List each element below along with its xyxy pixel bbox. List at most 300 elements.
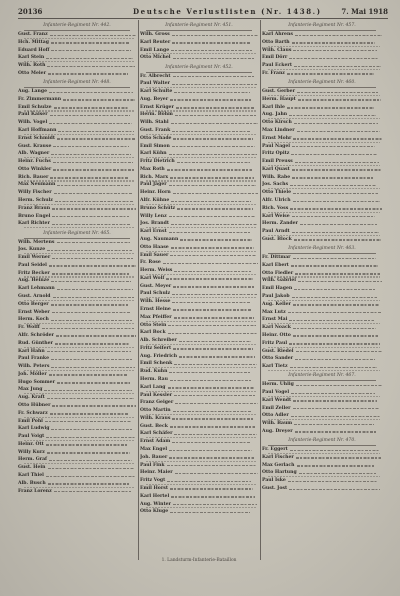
- list-item: [18, 151, 136, 157]
- soldier-name: Herm. Weiss: [140, 268, 173, 274]
- entry-detail-text: [172, 42, 251, 43]
- list-item: [140, 470, 258, 476]
- soldier-name: Otto Winkler: [18, 166, 52, 172]
- list-item: [262, 221, 382, 227]
- list-item: [18, 380, 136, 386]
- list-item: [18, 214, 136, 220]
- entry-detail-text: [49, 92, 133, 93]
- soldier-name: Herm. Schulz: [18, 198, 53, 204]
- entry-detail-text: [176, 107, 254, 108]
- soldier-name: Fr. Wolff: [18, 325, 40, 331]
- soldier-name: Ernst Krüger: [140, 104, 174, 110]
- soldier-name: Wilh. Vogel: [18, 120, 48, 126]
- soldier-name: Ernst Mai: [262, 317, 288, 323]
- soldier-name: Ernst Mohr: [262, 135, 292, 141]
- entry-detail-text: [24, 370, 134, 371]
- soldier-name: Karl Noack: [262, 325, 291, 331]
- list-item: [140, 276, 258, 282]
- entry-detail-text: [295, 359, 375, 360]
- list-item: [18, 167, 136, 173]
- list-item: [18, 55, 136, 61]
- entry-detail-text: [172, 84, 257, 85]
- list-item: [262, 214, 382, 220]
- list-item: [262, 302, 382, 308]
- soldier-name: Max Pfeiffer: [140, 314, 172, 320]
- list-item: [18, 120, 136, 126]
- list-item: [140, 431, 258, 437]
- soldier-name: Paul Voigt: [18, 434, 45, 440]
- soldier-name: Karl Quast: [262, 166, 290, 172]
- soldier-name: Willy Kurz: [18, 449, 45, 455]
- entry-detail-text: [46, 437, 135, 438]
- soldier-name: Rud. Günther: [18, 340, 53, 346]
- entry-detail-text: [288, 481, 378, 482]
- list-item: [262, 429, 382, 435]
- list-item: [18, 144, 136, 150]
- list-item: [18, 349, 136, 355]
- entry-detail-text: [167, 481, 251, 482]
- entry-detail-text: [172, 418, 253, 419]
- entry-detail-text: [48, 468, 134, 469]
- entry-detail-text: [268, 165, 380, 166]
- entry-detail-text: [49, 374, 128, 375]
- soldier-name: Karl Ebert: [262, 262, 289, 268]
- list-item: [18, 247, 136, 253]
- soldier-name: Max Lindner: [262, 128, 295, 133]
- list-item: [262, 364, 382, 370]
- list-item: [18, 89, 136, 95]
- soldier-name: Heinr. Ott: [18, 441, 44, 447]
- section-heading: Infanterie-Regiment Nr. 470.: [288, 438, 356, 444]
- entry-detail-text: [52, 258, 134, 259]
- soldier-name: Heinr. Otto: [262, 332, 291, 338]
- soldier-name: Emil Preuss: [262, 159, 293, 165]
- entry-detail-text: [292, 297, 377, 298]
- list-item: [140, 182, 258, 188]
- entry-detail-text: [57, 138, 136, 139]
- entry-detail-text: [172, 302, 250, 303]
- list-item: [262, 144, 382, 150]
- entry-detail-text: [51, 281, 131, 282]
- soldier-name: Gust. Meyer: [140, 283, 172, 289]
- entry-detail-text: [24, 347, 134, 348]
- soldier-name: Eduard Hoff: [18, 47, 50, 53]
- list-item: [262, 398, 382, 404]
- entry-detail-text: [24, 134, 134, 135]
- list-item: [262, 263, 382, 269]
- entry-detail-text: [51, 154, 131, 155]
- column-2: [140, 20, 258, 560]
- entry-detail-text: [56, 335, 136, 336]
- list-item: [262, 229, 382, 235]
- list-item: [262, 294, 382, 300]
- entry-detail-text: [146, 484, 256, 485]
- list-item: [18, 473, 136, 479]
- entry-detail-text: [146, 134, 256, 135]
- list-item: [262, 325, 382, 331]
- list-item: [140, 206, 258, 212]
- soldier-name: Aug. Heinze: [18, 278, 50, 284]
- list-item: [18, 302, 136, 308]
- soldier-name: Aug. Keller: [262, 301, 291, 307]
- soldier-name: Alb. Wagner: [18, 151, 50, 157]
- list-item: [262, 159, 382, 165]
- entry-detail-text: [169, 457, 254, 458]
- column-1: [18, 20, 136, 560]
- soldier-name: Gust. Block: [262, 236, 292, 242]
- entry-detail-text: [51, 367, 135, 368]
- list-item: [262, 40, 382, 46]
- soldier-name: Hugo Sommer: [18, 379, 56, 385]
- soldier-name: Karl Ludwig: [18, 426, 50, 432]
- soldier-name: Rich. Marx: [140, 174, 169, 180]
- list-item: [140, 385, 258, 391]
- list-item: [18, 71, 136, 77]
- list-item: [18, 278, 136, 284]
- entry-detail-text: [173, 504, 257, 505]
- entry-detail-text: [46, 58, 133, 59]
- entry-detail-text: [47, 66, 135, 67]
- list-item: [140, 120, 258, 126]
- soldier-name: Franz Geiger: [140, 400, 174, 406]
- entry-detail-text: [172, 442, 250, 443]
- soldier-name: Joh. Bauer: [140, 454, 168, 460]
- soldier-name: Paul Eckert: [262, 63, 292, 69]
- list-item: [140, 393, 258, 399]
- list-item: [262, 182, 382, 188]
- list-item: [18, 450, 136, 456]
- soldier-name: Rich. Voss: [262, 205, 289, 211]
- entry-detail-text: [297, 92, 379, 93]
- list-item: [18, 32, 136, 38]
- list-item: [18, 128, 136, 134]
- soldier-name: Otto Kirsch: [262, 120, 292, 126]
- entry-detail-text: [146, 251, 256, 252]
- list-item: [262, 255, 382, 261]
- list-item: [262, 112, 382, 118]
- list-item: [140, 455, 258, 461]
- entry-detail-text: [166, 278, 253, 279]
- soldier-name: Fritz Becker: [18, 270, 50, 276]
- list-item: [18, 112, 136, 118]
- entry-detail-text: [163, 263, 258, 264]
- entry-detail-text: [169, 185, 256, 186]
- list-item: [18, 426, 136, 432]
- soldier-name: Fr. Dittmar: [262, 255, 291, 261]
- entry-detail-text: [268, 46, 380, 47]
- list-item: [262, 32, 382, 38]
- entry-detail-text: [173, 309, 252, 310]
- entry-detail-text: [179, 356, 255, 357]
- entry-detail-text: [268, 300, 380, 301]
- section-rule: [268, 445, 376, 446]
- soldier-name: Aug. Kraft: [18, 395, 45, 401]
- soldier-name: Emil Dörr: [262, 55, 288, 61]
- entry-detail-text: [51, 50, 131, 51]
- soldier-name: Rich. Bauer: [18, 174, 49, 180]
- list-item: [18, 97, 136, 103]
- list-item: [18, 240, 136, 246]
- list-item: [140, 144, 258, 150]
- list-item: [262, 463, 382, 469]
- list-item: [140, 268, 258, 274]
- soldier-name: Wilh. Roth: [18, 63, 46, 69]
- entry-detail-text: [293, 304, 379, 305]
- soldier-name: Aug. Lange: [18, 89, 47, 95]
- soldier-name: Fritz Opitz: [262, 151, 290, 157]
- soldier-name: Karl Weise: [262, 213, 290, 219]
- entry-detail-text: [55, 201, 134, 202]
- entry-detail-text: [146, 204, 256, 205]
- entry-detail-text: [47, 452, 130, 453]
- entry-detail-text: [42, 328, 134, 329]
- list-item: [262, 128, 382, 134]
- entry-detail-text: [24, 440, 134, 441]
- issue-number: (Nr. 1438.): [261, 7, 322, 16]
- section-heading: Infanterie-Regiment Nr. 467.: [288, 373, 356, 379]
- section-rule: [146, 30, 252, 31]
- soldier-name: Karl Hahn: [18, 348, 45, 354]
- list-item: [262, 89, 382, 95]
- soldier-name: Aug. Naumann: [140, 236, 179, 242]
- entry-detail-text: [296, 457, 381, 458]
- entry-detail-text: [44, 390, 132, 391]
- soldier-name: Alb. Schreiber: [140, 338, 177, 344]
- soldier-name: Karl Wendt: [262, 397, 292, 403]
- entry-detail-text: [169, 154, 257, 155]
- entry-detail-text: [268, 396, 380, 397]
- soldier-name: Aug. Beyer: [140, 96, 169, 102]
- entry-detail-text: [53, 146, 129, 147]
- list-item: [18, 136, 136, 142]
- list-item: [18, 403, 136, 409]
- list-item: [140, 190, 258, 196]
- list-item: [262, 455, 382, 461]
- soldier-name: Herm. Rau: [140, 377, 168, 382]
- soldier-name: Gust. Frank: [140, 128, 171, 133]
- header-rule: [18, 18, 388, 19]
- list-item: [262, 63, 382, 69]
- list-item: [262, 341, 382, 347]
- entry-detail-text: [24, 38, 134, 39]
- soldier-name: Jos. Brandt: [140, 221, 169, 227]
- list-item: [262, 136, 382, 142]
- entry-detail-text: [52, 216, 129, 217]
- list-item: [18, 271, 136, 277]
- list-item: [262, 175, 382, 181]
- soldier-name: Otto Thiele: [262, 190, 292, 196]
- list-item: [140, 40, 258, 46]
- entry-detail-text: [174, 364, 257, 365]
- list-item: [18, 356, 136, 362]
- soldier-name: Otto Schade: [140, 135, 172, 141]
- soldier-name: Joh. Möller: [18, 371, 47, 377]
- soldier-name: Heinr. Horn: [140, 190, 171, 196]
- entry-detail-text: [293, 201, 380, 202]
- list-item: [140, 89, 258, 95]
- entry-detail-text: [297, 131, 380, 132]
- list-item: [140, 221, 258, 227]
- entry-detail-text: [293, 400, 377, 401]
- soldier-name: Karl Tietz: [262, 364, 288, 370]
- entry-detail-text: [146, 391, 256, 392]
- list-item: [18, 325, 136, 331]
- entry-detail-text: [47, 351, 131, 352]
- entry-detail-text: [24, 487, 134, 488]
- soldier-name: Franz Lorenz: [18, 488, 52, 494]
- soldier-name: Wilh. Stahl: [140, 120, 169, 126]
- entry-detail-text: [169, 372, 250, 373]
- entry-detail-text: [173, 138, 253, 139]
- soldier-name: Paul Jakob: [262, 294, 290, 300]
- entry-detail-text: [49, 123, 132, 124]
- entry-detail-text: [293, 335, 378, 336]
- soldier-name: Emil Pohl: [18, 418, 43, 424]
- entry-detail-text: [52, 224, 131, 225]
- soldier-name: Max Roth: [140, 166, 165, 172]
- soldier-name: Max Gerlach: [262, 462, 295, 468]
- entry-detail-text: [174, 271, 251, 272]
- list-item: [262, 349, 382, 355]
- entry-detail-text: [294, 239, 381, 240]
- list-item: [262, 237, 382, 243]
- entry-detail-text: [293, 193, 378, 194]
- entry-detail-text: [146, 274, 256, 275]
- entry-detail-text: [291, 154, 377, 155]
- entry-detail-text: [146, 344, 256, 345]
- soldier-name: Ernst Adam: [140, 439, 171, 445]
- soldier-name: Paul Arndt: [262, 229, 290, 235]
- entry-detail-text: [289, 489, 380, 490]
- entry-detail-text: [57, 289, 133, 290]
- list-item: [140, 315, 258, 321]
- list-item: [18, 481, 136, 487]
- list-item: [18, 190, 136, 196]
- soldier-name: Jos. Kunze: [18, 247, 46, 253]
- entry-detail-text: [288, 312, 381, 313]
- entry-detail-text: [171, 201, 251, 202]
- list-item: [262, 406, 382, 412]
- soldier-name: Gust. Beck: [140, 423, 168, 429]
- entry-detail-text: [289, 320, 374, 321]
- soldier-name: Emil Schenk: [140, 361, 173, 367]
- soldier-name: Emil Lange: [140, 47, 170, 53]
- entry-detail-text: [287, 73, 374, 74]
- list-item: [140, 439, 258, 445]
- entry-detail-text: [167, 465, 256, 466]
- list-item: [18, 105, 136, 111]
- entry-detail-text: [170, 488, 253, 489]
- entry-detail-text: [50, 35, 136, 36]
- entry-detail-text: [57, 242, 130, 243]
- list-item: [262, 421, 382, 427]
- entry-detail-text: [293, 138, 382, 139]
- entry-detail-text: [171, 247, 254, 248]
- publication-date: 7. Mai 1918: [341, 7, 388, 16]
- page-number: 20136: [18, 7, 43, 16]
- entry-detail-text: [292, 177, 374, 178]
- list-item: [140, 502, 258, 508]
- list-item: [262, 48, 382, 54]
- entry-detail-text: [173, 286, 255, 287]
- soldier-name: Karl Stein: [18, 55, 45, 61]
- entry-detail-text: [296, 385, 382, 386]
- entry-detail-text: [46, 444, 128, 445]
- entry-detail-text: [54, 107, 128, 108]
- list-item: [18, 419, 136, 425]
- section-rule: [146, 72, 252, 73]
- soldier-name: Paul Nagel: [262, 143, 291, 149]
- soldier-name: Otto Sander: [262, 356, 294, 362]
- footer-note: 1. Landsturm-Infanterie-Bataillon: [161, 558, 237, 563]
- soldier-name: Jos. Sachs: [262, 182, 289, 188]
- list-item: [262, 333, 382, 339]
- entry-detail-text: [167, 169, 252, 170]
- entry-detail-text: [146, 461, 256, 462]
- list-item: [140, 323, 258, 329]
- entry-detail-text: [171, 496, 255, 497]
- soldier-name: Fritz Dietrich: [140, 159, 175, 165]
- entry-detail-text: [172, 35, 258, 36]
- list-item: [140, 361, 258, 367]
- soldier-name: Alfr. Schröder: [18, 332, 54, 338]
- soldier-name: Otto Meier: [18, 70, 47, 76]
- soldier-name: Fr. Zimmermann: [18, 96, 62, 102]
- entry-detail-text: [50, 115, 130, 116]
- list-item: [140, 494, 258, 500]
- entry-detail-text: [298, 99, 381, 100]
- soldier-name: Fritz Paul: [262, 340, 288, 346]
- entry-detail-text: [174, 92, 250, 93]
- soldier-name: Max Engel: [140, 447, 168, 453]
- section-heading: Infanterie-Regiment Nr. 460.: [288, 80, 356, 86]
- entry-detail-text: [47, 398, 134, 399]
- entry-detail-text: [51, 42, 129, 43]
- entry-detail-text: [293, 408, 379, 409]
- soldier-name: Willy Fischer: [18, 190, 52, 196]
- soldier-name: Otto Martin: [140, 408, 171, 414]
- entry-detail-text: [55, 343, 129, 344]
- soldier-name: Karl Lang: [140, 384, 166, 390]
- entry-detail-text: [54, 193, 132, 194]
- list-item: [140, 400, 258, 406]
- list-item: [140, 338, 258, 344]
- soldier-name: Paul Fink: [140, 462, 165, 468]
- list-item: [262, 382, 382, 388]
- soldier-name: Fr. Albrecht: [140, 73, 171, 79]
- list-item: [140, 447, 258, 453]
- entry-detail-text: [292, 42, 375, 43]
- entry-detail-text: [24, 417, 134, 418]
- soldier-name: Paul Kessler: [140, 392, 173, 398]
- list-item: [18, 40, 136, 46]
- list-item: [140, 112, 258, 118]
- list-item: [140, 307, 258, 313]
- soldier-name: Herm. Böhm: [140, 112, 173, 118]
- soldier-name: Wilh. Gross: [140, 32, 170, 37]
- entry-detail-text: [169, 232, 250, 233]
- list-item: [262, 151, 382, 157]
- soldier-name: Herm. Haupt: [262, 96, 296, 102]
- list-item: [18, 465, 136, 471]
- entry-detail-text: [293, 50, 377, 51]
- soldier-name: Alfr. Kühne: [140, 198, 170, 204]
- soldier-name: Karl Hoffmann: [18, 128, 57, 133]
- entry-detail-text: [50, 413, 129, 414]
- entry-detail-text: [52, 273, 129, 274]
- entry-detail-text: [177, 208, 253, 209]
- soldier-name: Wilh. Baum: [262, 421, 293, 427]
